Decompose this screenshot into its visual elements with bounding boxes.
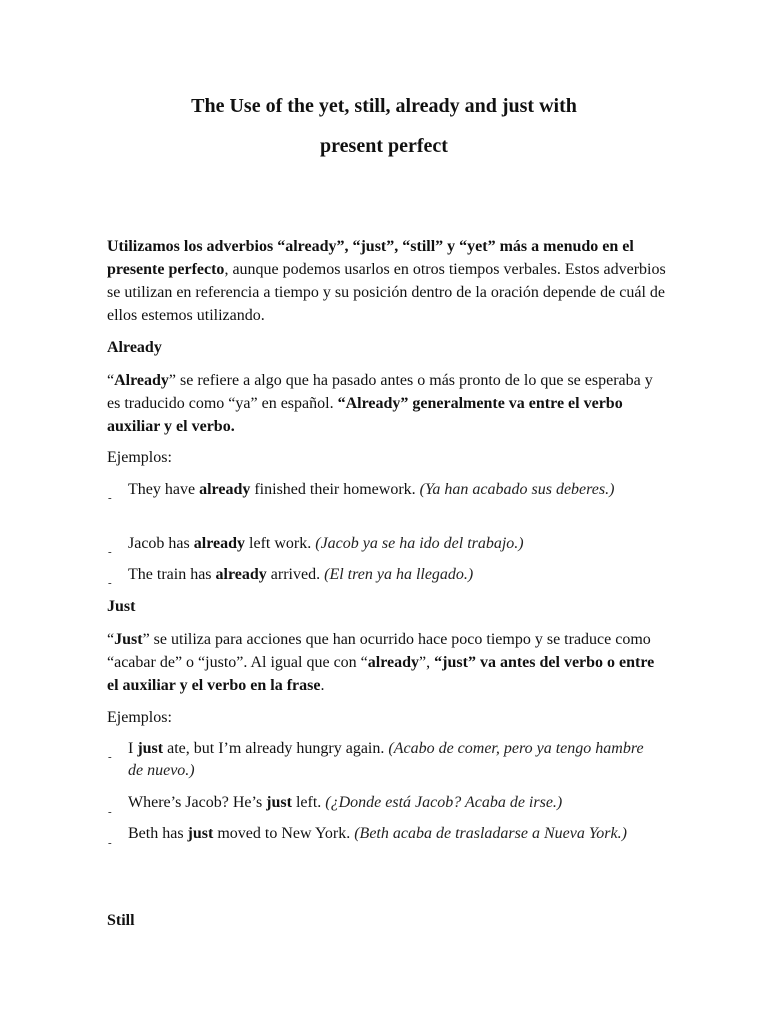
bullet-marker: - [108,492,112,504]
heading-already: Already [107,339,162,356]
already-explanation: ” se refiere a algo que ha pasado antes o más pronto de lo que se esperaba y es traducido como “ya” en español. [107,372,653,412]
quote-open: “ [107,372,115,389]
bullet-marker: - [108,837,112,849]
example-keyword: already [215,566,267,583]
example-text: left. [291,794,326,811]
already-paragraph [107,369,667,438]
document-title-line-1: The Use of the yet, still, already and just with [191,95,577,117]
example-keyword: just [137,740,164,757]
intro-paragraph [107,235,667,327]
example-translation: (Ya han acabado sus deberes.) [419,481,615,498]
bullet-marker: - [108,806,112,818]
heading-just: Just [107,598,136,615]
bullet-marker: - [108,751,112,763]
example-item [128,792,658,814]
example-text: They have [128,481,200,498]
already-word: Already [114,372,169,389]
example-text: arrived. [266,566,325,583]
examples-label-already: Ejemplos: [107,449,172,466]
example-text: finished their homework. [250,481,420,498]
example-item [128,479,658,501]
just-rule: “just” va antes del verbo o entre el auxiliar y el verbo en la frase [107,654,655,694]
example-text: Jacob has [128,535,194,552]
example-text: Beth has [128,825,188,842]
example-translation: (Acabo de comer, pero ya tengo hambre de nuevo.) [128,740,644,779]
example-keyword: just [187,825,214,842]
example-text: Where’s Jacob? He’s [128,794,267,811]
example-keyword: already [199,481,251,498]
example-keyword: already [193,535,246,552]
example-text: left work. [245,535,316,552]
examples-label-just: Ejemplos: [107,709,172,726]
bullet-marker: - [108,546,112,558]
bullet-marker: - [108,577,112,589]
just-explanation: ” se utiliza para acciones que han ocurrido hace poco tiempo y se traduce como “acabar de” o “justo”. Al igual que con “ [107,631,651,671]
example-translation: (El tren ya ha llegado.) [324,566,474,583]
period: . [320,677,325,694]
example-keyword: just [266,794,292,811]
intro-bold-text: Utilizamos los adverbios “already”, “just”, “still” y “yet” más a menudo en el presente perfecto [107,238,634,278]
already-rule: “Already” generalmente va entre el verbo auxiliar y el verbo. [107,395,623,435]
example-item [128,533,658,555]
quote-open: “ [107,631,115,648]
just-word: Just [114,631,143,648]
quote-close: ”, [419,654,435,671]
example-text: I [128,740,138,757]
example-item [128,823,658,845]
example-text: The train has [128,566,216,583]
example-translation: (¿Donde está Jacob? Acaba de irse.) [325,794,563,811]
example-item [128,564,658,586]
example-item [128,738,658,782]
example-translation: (Beth acaba de trasladarse a Nueva York.) [354,825,627,842]
already-word: already [367,654,420,671]
example-text: moved to New York. [213,825,355,842]
document-title-line-2: present perfect [320,135,448,157]
intro-text: , aunque podemos usarlos en otros tiempos verbales. Estos adverbios se utilizan en referencia a tiempo y su posición dentro de la oración depende de cuál de ellos estemos utilizando. [107,261,666,324]
example-text: ate, but I’m already hungry again. [163,740,389,757]
example-translation: (Jacob ya se ha ido del trabajo.) [315,535,524,552]
just-paragraph [107,628,667,697]
heading-still: Still [107,912,135,929]
